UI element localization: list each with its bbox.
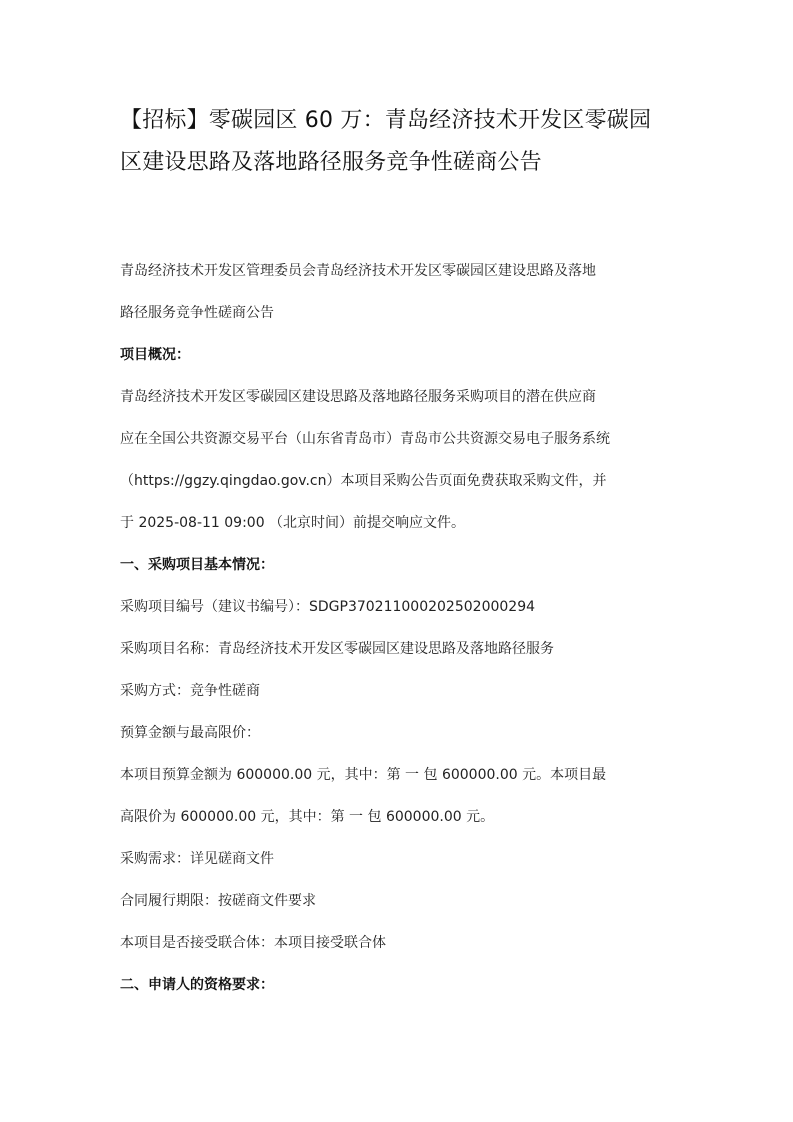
overview-line: 青岛经济技术开发区零碳园区建设思路及落地路径服务采购项目的潜在供应商 (120, 389, 596, 405)
intro-paragraph (120, 250, 680, 334)
overview-line: 应在全国公共资源交易平台（山东省青岛市）青岛市公共资源交易电子服务系统 (120, 431, 610, 447)
overview-heading: 项目概况： (120, 347, 190, 363)
title-line: 【招标】零碳园区 60 万：青岛经济技术开发区零碳园 (120, 108, 652, 133)
intro-line: 路径服务竞争性磋商公告 (120, 305, 274, 321)
budget-paragraph (120, 754, 680, 838)
section2-heading: 二、申请人的资格要求： (120, 977, 274, 993)
contract-period: 合同履行期限：按磋商文件要求 (120, 893, 316, 909)
intro-line: 青岛经济技术开发区管理委员会青岛经济技术开发区零碳园区建设思路及落地 (120, 263, 596, 279)
overview-line: （https://ggzy.qingdao.gov.cn）本项目采购公告页面免费获取采购文件，并 (120, 473, 607, 489)
budget-line: 本项目预算金额为 600000.00 元，其中：第 一 包 600000.00 元。本项目最 (120, 767, 607, 783)
project-name: 采购项目名称：青岛经济技术开发区零碳园区建设思路及落地路径服务 (120, 641, 554, 657)
procurement-method: 采购方式：竞争性磋商 (120, 683, 260, 699)
budget-line: 高限价为 600000.00 元，其中：第 一 包 600000.00 元。 (120, 809, 495, 825)
title-line: 区建设思路及落地路径服务竞争性磋商公告 (120, 150, 542, 175)
budget-heading: 预算金额与最高限价： (120, 725, 260, 741)
overview-line: 于 2025-08-11 09:00 （北京时间）前提交响应文件。 (120, 515, 466, 531)
section1-heading: 一、采购项目基本情况： (120, 557, 274, 573)
document-title (120, 100, 680, 184)
consortium-acceptance: 本项目是否接受联合体：本项目接受联合体 (120, 935, 386, 951)
overview-paragraph (120, 376, 680, 544)
procurement-requirements: 采购需求：详见磋商文件 (120, 851, 274, 867)
project-number: 采购项目编号（建议书编号）：SDGP370211000202502000294 (120, 599, 536, 615)
